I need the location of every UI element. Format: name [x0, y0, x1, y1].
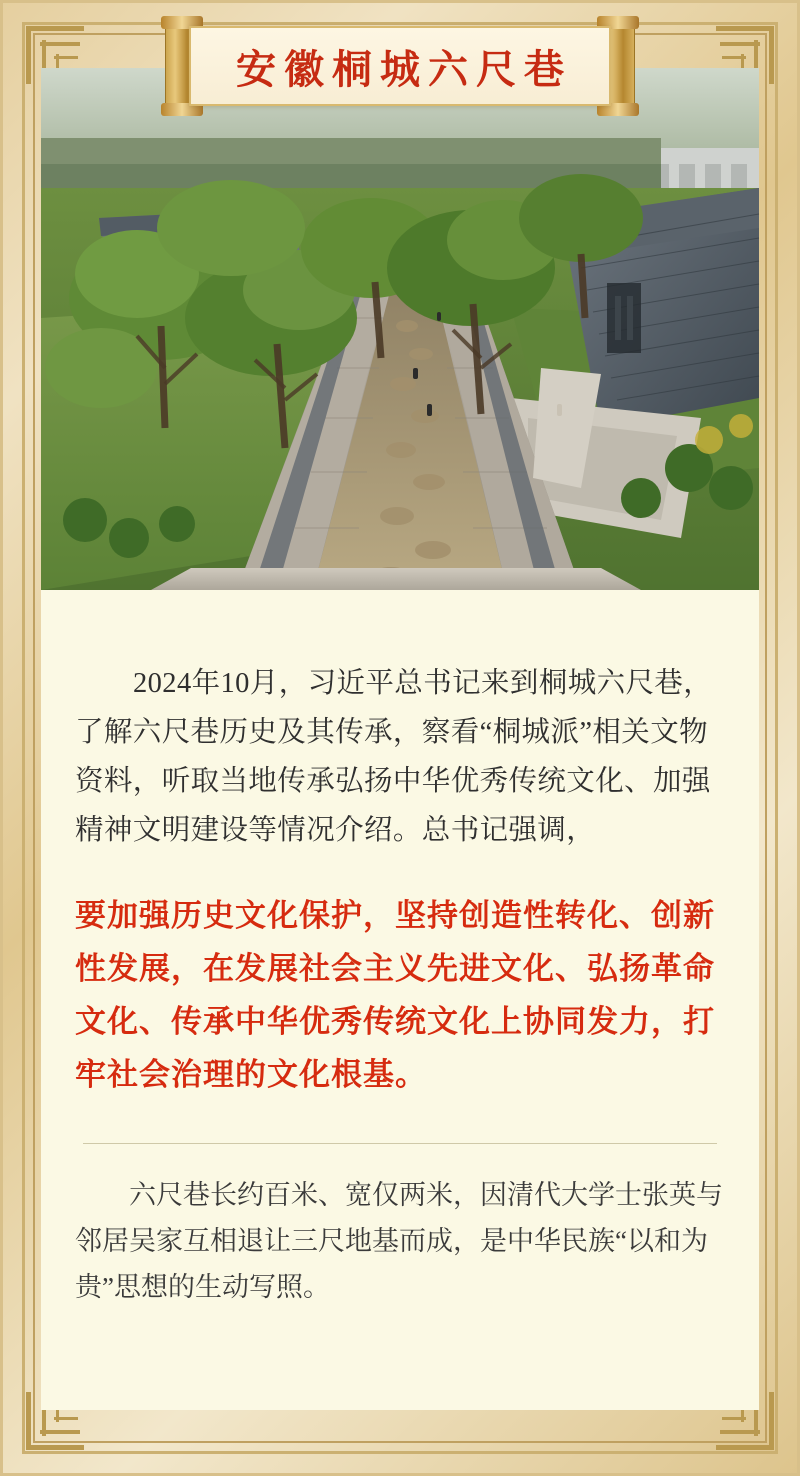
divider — [83, 1143, 717, 1144]
aerial-photo-illustration — [41, 68, 759, 590]
page-title: 安徽桐城六尺巷 — [236, 46, 572, 92]
highlight-quote: 要加强历史文化保护，坚持创造性转化、创新性发展，在发展社会主义先进文化、弘扬革命文化、传承中华优秀传统文化上协同发力，打牢社会治理的文化根基。 — [75, 897, 715, 1092]
title-plate — [189, 26, 611, 106]
note-paragraph: 六尺巷长约百米、宽仅两米，因清代大学士张英与邻居吴家互相退让三尺地基而成，是中华民族“以和为贵”思想的生动写照。 — [75, 1179, 723, 1302]
intro-paragraph: 2024年10月，习近平总书记来到桐城六尺巷，了解六尺巷历史及其传承，察看“桐城派”相关文物资料，听取当地传承弘扬中华优秀传统文化、加强精神文明建设等情况介绍。总书记强调， — [75, 667, 713, 846]
hero-photo — [41, 68, 759, 590]
text-card — [41, 590, 759, 1410]
title-banner — [165, 18, 635, 114]
